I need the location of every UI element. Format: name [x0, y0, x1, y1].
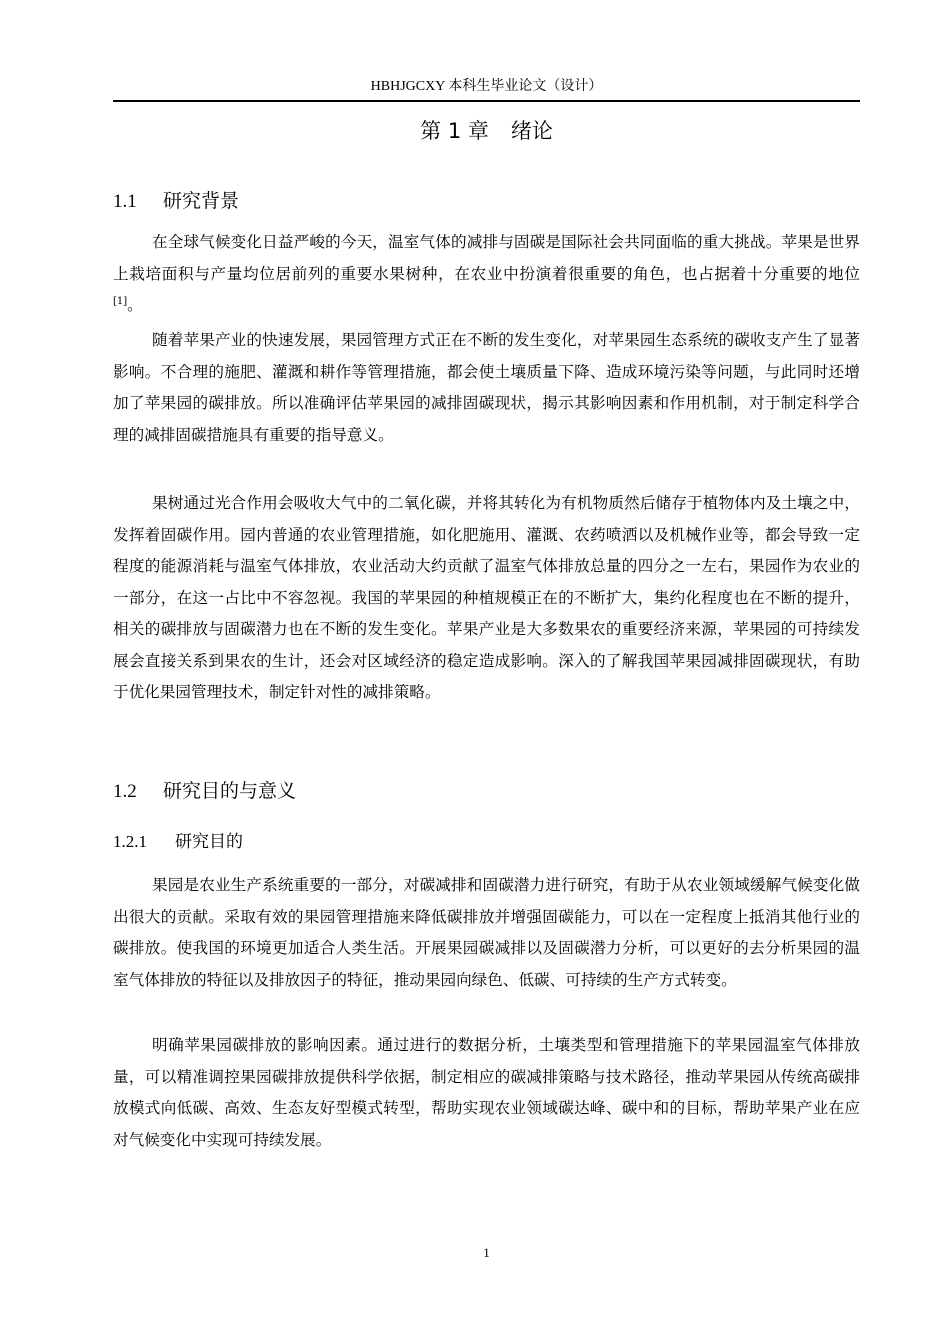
subsection-title: 研究目的 [175, 832, 243, 852]
subsection-heading-1-2-1 [113, 830, 243, 854]
paragraph-tail: 。 [127, 296, 143, 314]
paragraph-background-1 [113, 227, 860, 322]
paragraph-text: 果园是农业生产系统重要的一部分，对碳减排和固碳潜力进行研究，有助于从农业领域缓解气候变化做出很大的贡献。采取有效的果园管理措施来降低碳排放并增强固碳能力，可以在一定程度上抵消其他行业的碳排放。使我国的环境更加适合人类生活。开展果园碳减排以及固碳潜力分析，可以更好的去分析果园的温室气体排放的特征以及排放因子的特征，推动果园向绿色、低碳、可持续的生产方式转变。 [113, 876, 860, 989]
section-heading-1-2 [113, 778, 296, 805]
running-header: HBHJGCXY 本科生毕业论文（设计） [370, 79, 603, 94]
section-title: 研究背景 [163, 190, 240, 212]
subsection-number: 1.2.1 [113, 832, 147, 851]
paragraph-text: 明确苹果园碳排放的影响因素。通过进行的数据分析，土壤类型和管理措施下的苹果园温室气体排放量，可以精准调控果园碳排放提供科学依据，制定相应的碳减排策略与技术路径，推动苹果园从传统高碳排放模式向低碳、高效、生态友好型模式转型，帮助实现农业领域碳达峰、碳中和的目标，帮助苹果产业在应对气候变化中实现可持续发展。 [113, 1036, 860, 1149]
paragraph-background-3 [113, 488, 860, 709]
section-number: 1.2 [113, 781, 137, 802]
section-title: 研究目的与意义 [163, 780, 297, 802]
paragraph-background-2 [113, 325, 860, 451]
paragraph-text: 随着苹果产业的快速发展，果园管理方式正在不断的发生变化，对苹果园生态系统的碳收支产生了显著影响。不合理的施肥、灌溉和耕作等管理措施，都会使土壤质量下降、造成环境污染等问题，与此同时还增加了苹果园的碳排放。所以准确评估苹果园的减排固碳现状，揭示其影响因素和作用机制，对于制定科学合理的减排固碳措施具有重要的指导意义。 [113, 331, 860, 444]
paragraph-text: 在全球气候变化日益严峻的今天，温室气体的减排与固碳是国际社会共同面临的重大挑战。苹果是世界上栽培面积与产量均位居前列的重要水果树种，在农业中扮演着很重要的角色，也占据着十分重要的地位 [113, 233, 860, 283]
paragraph-purpose-1 [113, 870, 860, 996]
section-heading-1-1 [113, 188, 239, 215]
paragraph-text: 果树通过光合作用会吸收大气中的二氧化碳，并将其转化为有机物质然后储存于植物体内及土壤之中，发挥着固碳作用。园内普通的农业管理措施，如化肥施用、灌溉、农药喷洒以及机械作业等，都会导致一定程度的能源消耗与温室气体排放，农业活动大约贡献了温室气体排放总量的四分之一左右，果园作为农业的一部分，在这一占比中不容忽视。我国的苹果园的种植规模正在的不断扩大，集约化程度也在不断的提升，相关的碳排放与固碳潜力也在不断的发生变化。苹果产业是大多数果农的重要经济来源，苹果园的可持续发展会直接关系到果农的生计，还会对区域经济的稳定造成影响。深入的了解我国苹果园减排固碳现状，有助于优化果园管理技术，制定针对性的减排策略。 [113, 494, 860, 701]
citation-marker[interactable]: [1] [113, 296, 128, 307]
paragraph-purpose-2 [113, 1030, 860, 1156]
section-number: 1.1 [113, 191, 137, 212]
chapter-title [113, 117, 860, 145]
chapter-name: 绪论 [510, 119, 553, 143]
page-number: 1 [483, 1245, 490, 1260]
header-rule [113, 100, 860, 102]
chapter-number: 第 1 章 [420, 119, 489, 143]
